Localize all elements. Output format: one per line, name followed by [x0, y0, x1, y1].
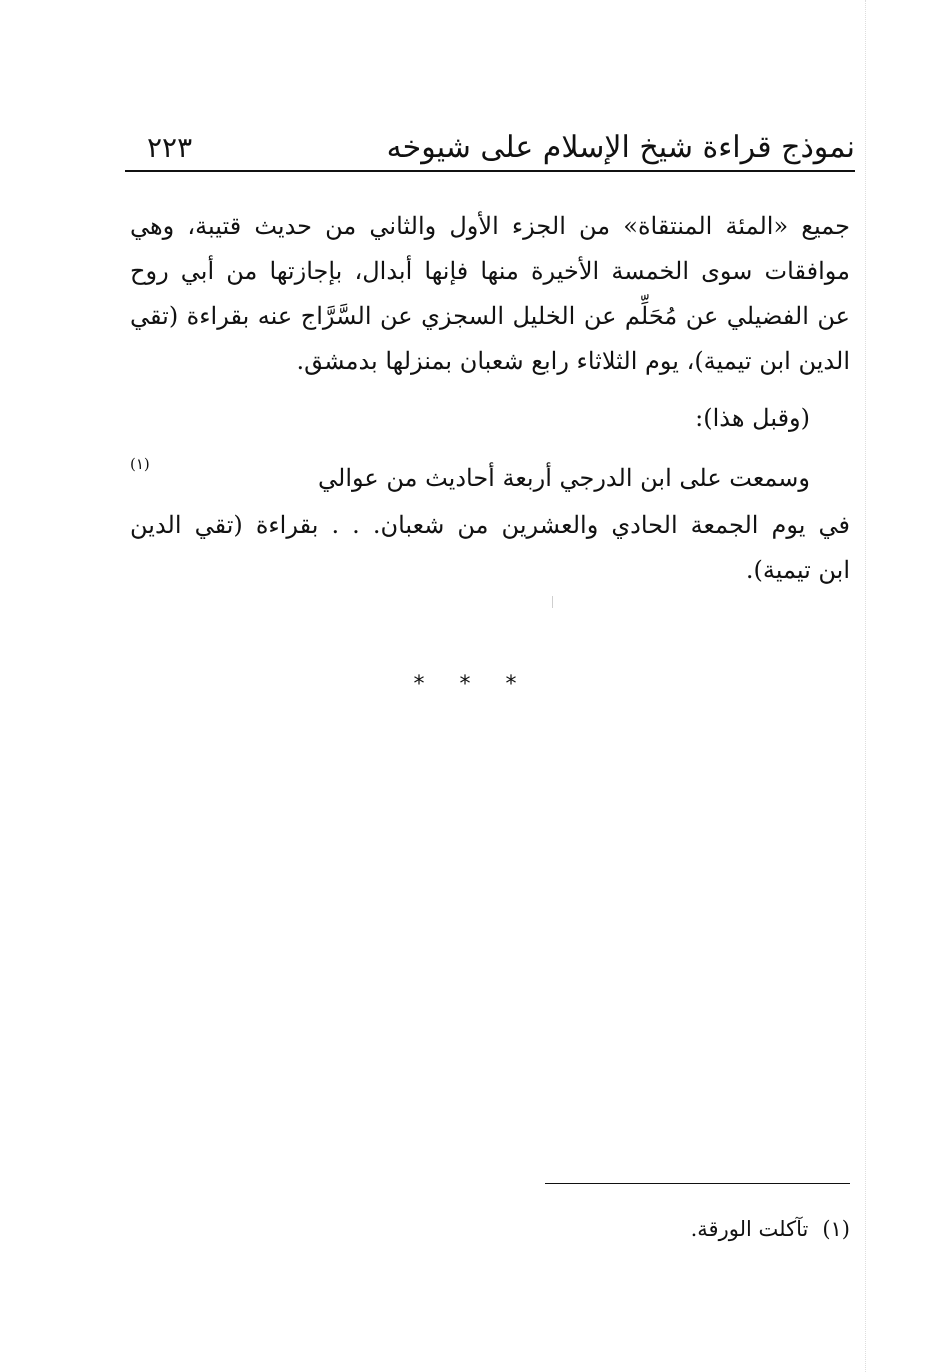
footnote-rule — [545, 1183, 850, 1184]
paragraph-1-line: جميع «المئة المنتقاة» من الجزء الأول والثاني من حديث قتيبة، وهي — [130, 212, 850, 240]
paragraph-3-first-line-text: وسمعت على ابن الدرجي أربعة أحاديث من عوالي — [318, 464, 810, 492]
footnote-reference[interactable]: (١) — [130, 455, 150, 473]
paragraph-1 — [130, 204, 850, 384]
paragraph-3 — [130, 503, 850, 593]
section-separator: * * * — [413, 672, 531, 697]
paragraph-3-line: ابن تيمية). — [745, 556, 850, 584]
footnote — [545, 1212, 850, 1246]
page-number: ٢٢٣ — [147, 131, 193, 164]
paragraph-3-first-line — [130, 456, 850, 501]
paragraph-3-line: في يوم الجمعة الحادي والعشرين من شعبان. . . بقراءة (تقي الدين — [130, 511, 850, 539]
paragraph-1-line: الدين ابن تيمية)، يوم الثلاثاء رابع شعبان بمنزلها بدمشق. — [296, 347, 850, 375]
paragraph-1-line: عن الفضيلي عن مُحَلِّم عن الخليل السجزي عن السَّرَّاج عنه بقراءة (تقي — [130, 302, 850, 330]
running-header-title: نموذج قراءة شيخ الإسلام على شيوخه — [386, 130, 855, 165]
footnote-number: (١) — [822, 1217, 850, 1241]
paragraph-1-line: موافقات سوى الخمسة الأخيرة منها فإنها أبدال، بإجازتها من أبي روح — [130, 257, 850, 285]
running-header — [125, 128, 855, 170]
footnote-text: تآكلت الورقة. — [690, 1217, 809, 1241]
scan-speck — [552, 596, 553, 608]
header-rule — [125, 170, 855, 172]
paragraph-2: (وقبل هذا): — [695, 404, 810, 432]
